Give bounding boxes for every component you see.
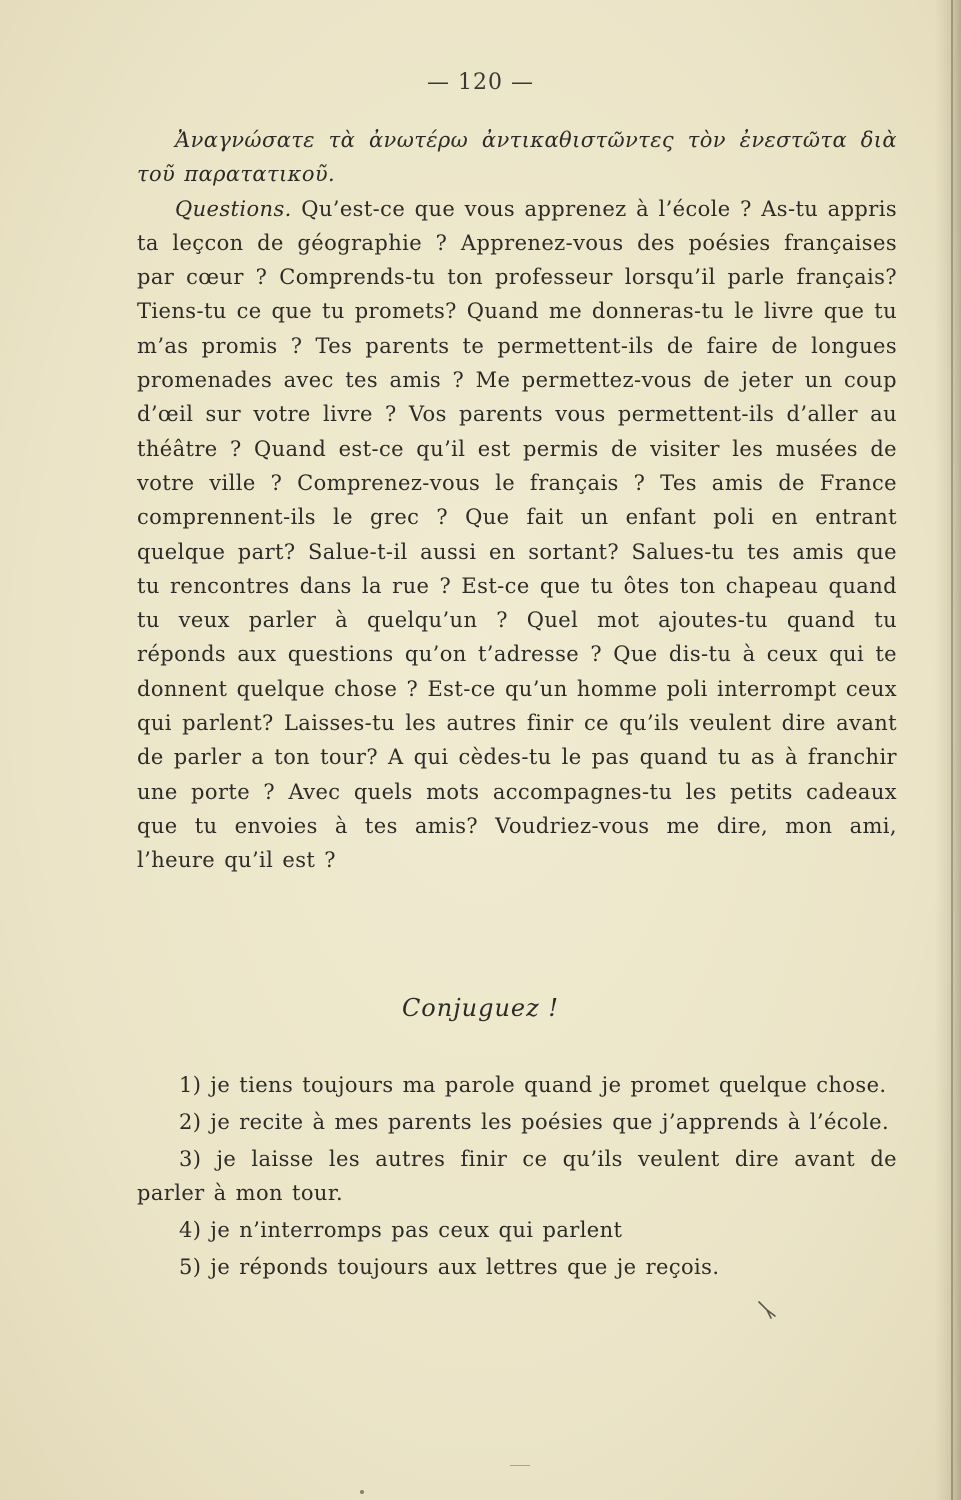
exercise-item-4: 4) je n’interromps pas ceux qui parlent	[179, 1218, 623, 1242]
greek-instruction	[137, 123, 897, 192]
questions-label: Questions.	[175, 196, 292, 221]
exercise-item-1: 1) je tiens toujours ma parole quand je promet quelque chose.	[179, 1073, 887, 1097]
questions-paragraph	[137, 192, 897, 878]
page-edge-shadow	[935, 0, 961, 1500]
exercise-item-2: 2) je recite à mes parents les poésies que j’apprends à l’école.	[179, 1110, 890, 1134]
page-number: — 120 —	[427, 70, 534, 95]
exercise-item-3: 3) je laisse les autres finir ce qu’ils veulent dire avant de parler à mon tour.	[137, 1147, 897, 1205]
scan-dot	[360, 1490, 364, 1494]
exercise-item-5: 5) je réponds toujours aux lettres que je reçois.	[179, 1255, 720, 1279]
greek-instruction-text: Ἀναγνώσατε τὰ ἀνωτέρω ἀντικαθιστῶντες τὸν ἐνεστῶτα διὰ τοῦ παρατατικοῦ.	[137, 128, 897, 187]
conjuguez-heading: Conjuguez !	[401, 994, 560, 1022]
page-edge-line	[951, 0, 953, 1500]
exercise-list	[137, 1068, 897, 1284]
main-text-block	[137, 123, 897, 878]
questions-text: Qu’est-ce que vous apprenez à l’école ? As-tu appris ta leçcon de géographie ? Apprenez-vous des poésies françaises par cœur ? Comprends-tu ton professeur lorsqu’il parle français? Tiens-tu ce que tu promets? Quand me donneras-tu le livre que tu m’as promis ? Tes parents te permettent-ils de faire de longues promenades avec tes amis ? Me permettez-vous de jeter un coup d’œil sur votre livre ? Vos parents vous permettent-ils d’aller au théâtre ? Quand est-ce qu’il est permis de visiter les musées de votre ville ? Comprenez-vous le français ? Tes amis de France comprennent-ils le grec ? Que fait un enfant poli en entrant quelque part? Salue-t-il aussi en sortant? Salues-tu tes amis que tu rencontres dans la rue ? Est-ce que tu ôtes ton chapeau quand tu veux parler à quelqu’un ? Quel mot ajoutes-tu quand tu réponds aux questions qu’on t’adresse ? Que dis-tu à ceux qui te donnent quelque chose ? Est-ce qu’un homme poli interrompt ceux qui parlent? Laisses-tu les autres finir ce qu’ils veulent dire avant de parler a ton tour? A qui cèdes-tu le pas quand tu as à franchir une porte ? Avec quels mots accompagnes-tu les petits cadeaux que tu envoies à tes amis? Voudriez-vous me dire, mon ami, l’heure qu’il est ?	[137, 196, 897, 873]
pencil-check-mark-icon	[757, 1298, 779, 1322]
scan-mark	[510, 1465, 530, 1466]
